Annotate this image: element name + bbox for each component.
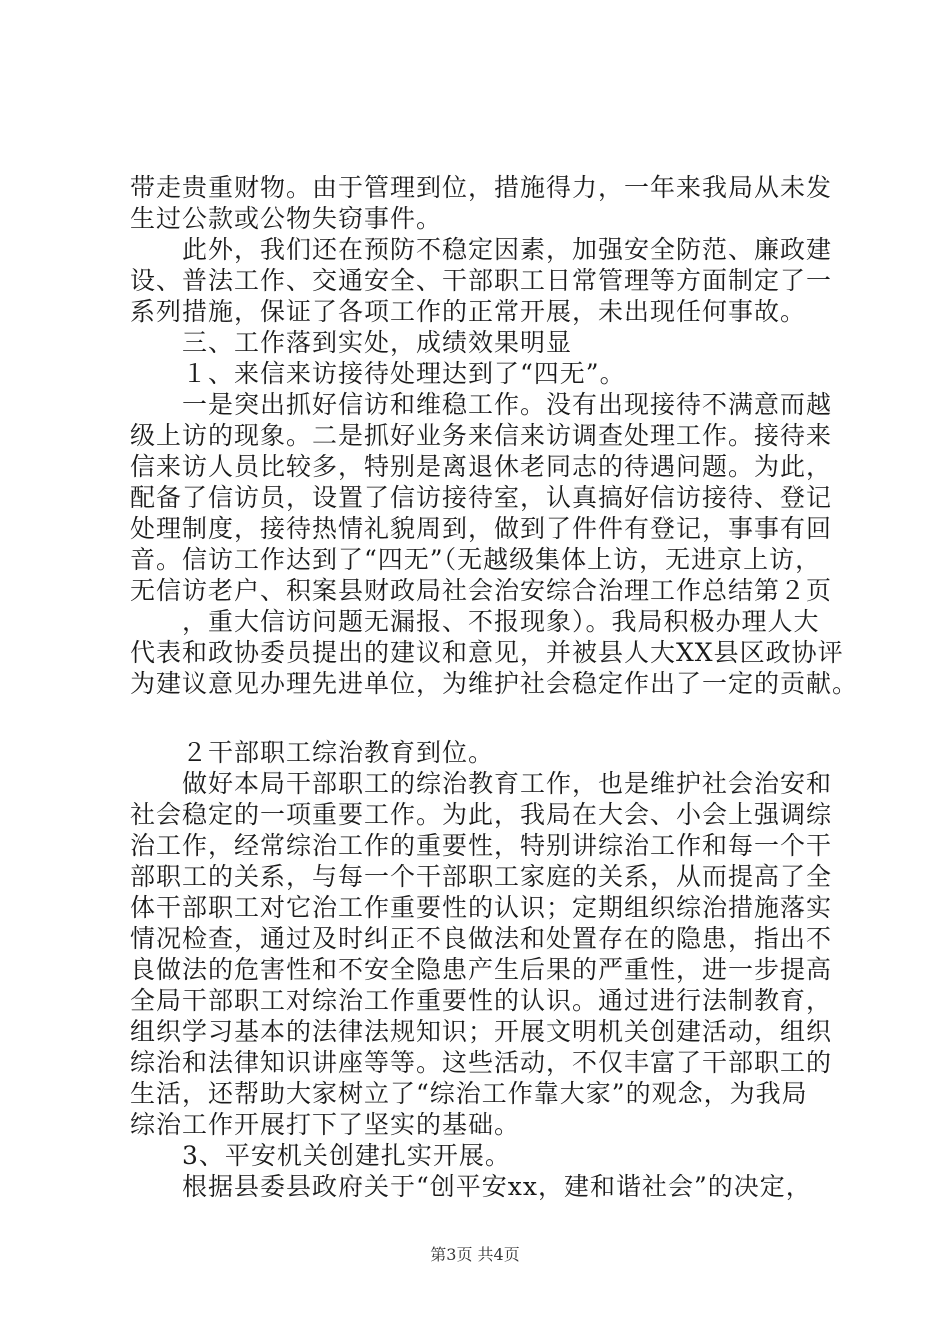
paragraph-start-line: 根据县委县政府关于“创平安xx，建和谐社会”的决定， [182,1172,812,1201]
text-line: 生过公款或公物失窃事件。 [130,204,443,233]
page-number-label: 第3页 共4页 [430,1245,520,1264]
text-line: 配备了信访员，设置了信访接待室，认真搞好信访接待、登记 [130,483,833,512]
text-line: 系列措施，保证了各项工作的正常开展，未出现任何事故。 [130,297,807,326]
text-line: 治工作，经常综治工作的重要性，特别讲综治工作和每一个干 [130,831,833,860]
text-line: 处理制度，接待热情礼貌周到，做到了件件有登记，事事有回 [130,514,833,543]
text-line: 综治工作开展打下了坚实的基础。 [130,1110,521,1139]
text-line: 生活，还帮助大家树立了“综治工作靠大家”的观念，为我局 [130,1079,808,1108]
section-heading: 三、工作落到实处，成绩效果明显 [182,328,573,357]
subsection-heading: ２干部职工综治教育到位。 [182,738,495,767]
text-line: 代表和政协委员提出的建议和意见，并被县人大XX县区政协评 [130,638,844,667]
text-line: 全局干部职工对综治工作重要性的认识。通过进行法制教育， [130,986,833,1015]
text-line: 良做法的危害性和不安全隐患产生后果的严重性，进一步提高 [130,955,833,984]
text-line: 社会稳定的一项重要工作。为此，我局在大会、小会上强调综 [130,800,833,829]
text-line: 设、普法工作、交通安全、干部职工日常管理等方面制定了一 [130,266,833,295]
text-line: ，重大信访问题无漏报、不报现象）。我局积极办理人大 [182,607,820,636]
text-line: 部职工的关系，与每一个干部职工家庭的关系，从而提高了全 [130,862,833,891]
subsection-heading: 3、平安机关创建扎实开展。 [182,1141,511,1170]
text-line: 综治和法律知识讲座等等。这些活动，不仅丰富了干部职工的 [130,1048,833,1077]
text-line: 音。信访工作达到了“四无”（无越级集体上访，无进京上访， [130,545,822,574]
text-line: 情况检查，通过及时纠正不良做法和处置存在的隐患，指出不 [130,924,833,953]
text-line: 信来访人员比较多，特别是离退休老同志的待遇问题。为此， [130,452,833,481]
paragraph-gap [130,699,830,737]
paragraph-start-line: 做好本局干部职工的综治教育工作，也是维护社会治安和 [182,769,833,798]
text-line: 体干部职工对它治工作重要性的认识；定期组织综治措施落实 [130,893,833,922]
document-body [130,172,859,1202]
text-line: 无信访老户、积案县财政局社会治安综合治理工作总结第２页 [130,576,833,605]
page-footer [0,1245,950,1265]
text-line: 为建议意见办理先进单位，为维护社会稳定作出了一定的贡献。 [130,669,859,698]
text-line: 级上访的现象。二是抓好业务来信来访调查处理工作。接待来 [130,421,833,450]
text-line: 组织学习基本的法律法规知识；开展文明机关创建活动，组织 [130,1017,833,1046]
paragraph-start-line: 此外，我们还在预防不稳定因素，加强安全防范、廉政建 [182,235,833,264]
subsection-heading: １、来信来访接待处理达到了“四无”。 [182,359,626,388]
text-line: 带走贵重财物。由于管理到位，措施得力，一年来我局从未发 [130,173,833,202]
paragraph-start-line: 一是突出抓好信访和维稳工作。没有出现接待不满意而越 [182,390,833,419]
